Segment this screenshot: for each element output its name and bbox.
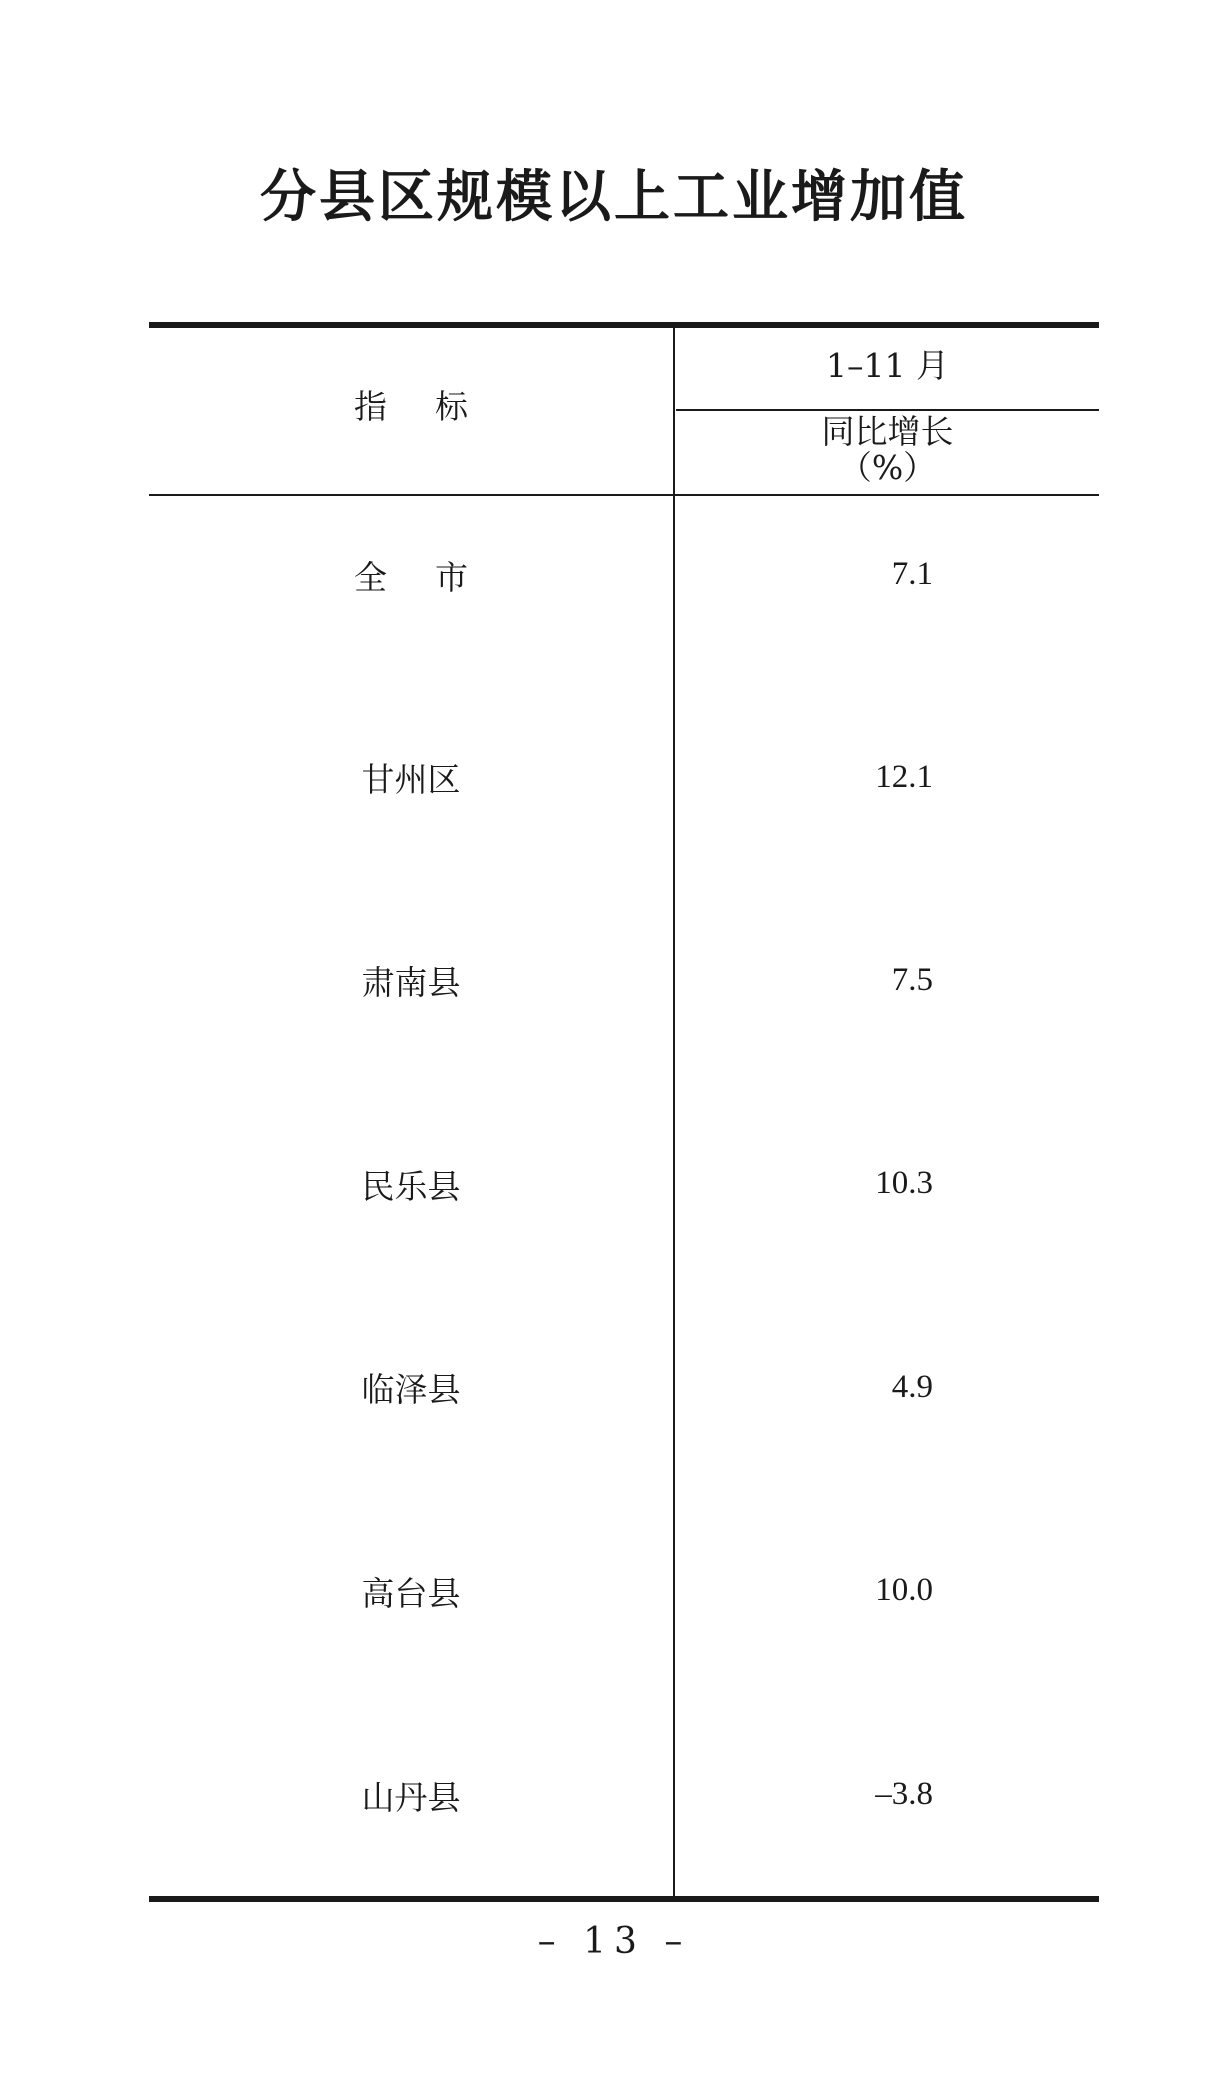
header-period: 1–11 月 — [826, 346, 949, 385]
table-top-rule — [149, 322, 1099, 328]
row-label: 肃南县 — [361, 963, 461, 1002]
header-sub-rule — [676, 409, 1099, 411]
row-value: 10.0 — [875, 1572, 933, 1608]
header-growth: 同比增长 — [821, 412, 954, 451]
header-indicator: 指标 — [354, 387, 516, 426]
row-label: 临泽县 — [361, 1370, 461, 1409]
row-label: 高台县 — [361, 1574, 461, 1613]
row-label: 民乐县 — [361, 1167, 461, 1206]
row-value: 12.1 — [875, 759, 933, 795]
header-unit: （%） — [838, 448, 937, 487]
header-bottom-rule — [149, 494, 1099, 496]
table-column-divider — [673, 326, 675, 1898]
row-value: 4.9 — [891, 1369, 933, 1405]
page-title: 分县区规模以上工业增加值 — [260, 165, 968, 230]
row-value: 10.3 — [875, 1165, 933, 1201]
table-bottom-rule — [149, 1896, 1099, 1902]
row-value: –3.8 — [875, 1776, 933, 1812]
row-label: 山丹县 — [361, 1778, 461, 1817]
row-value: 7.5 — [891, 962, 933, 998]
page-number: – 13 – — [537, 1921, 691, 1962]
row-label: 全市 — [354, 558, 516, 597]
row-label: 甘州区 — [361, 760, 461, 799]
row-value: 7.1 — [891, 556, 933, 592]
